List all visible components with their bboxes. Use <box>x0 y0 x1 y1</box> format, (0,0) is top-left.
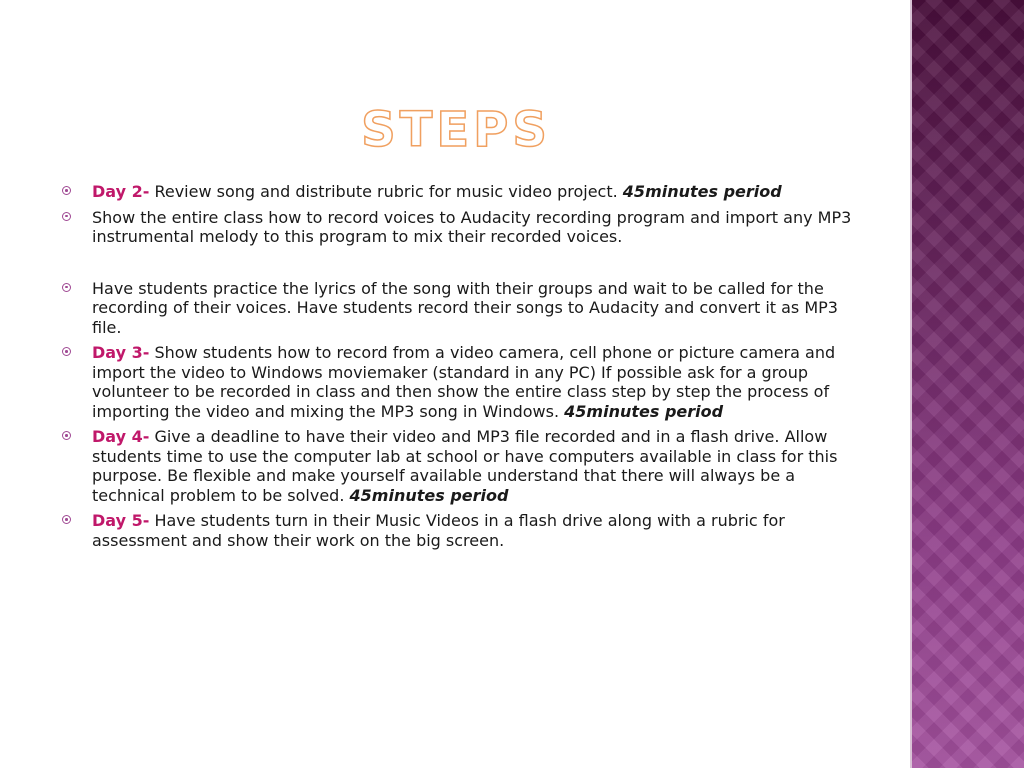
day-label: Day 3- <box>92 343 150 362</box>
item-text: Show students how to record from a video camera, cell phone or picture camera and import the video to Windows moviemaker (standard in any PC) If possible ask for a group volunteer to be recorded in class and then show the entire class step by step the process of importing the video and mixing the MP3 song in Windows. <box>92 343 836 421</box>
day-label: Day 5- <box>92 511 150 530</box>
list-item-day-2 <box>60 182 860 202</box>
list-item-practice-lyrics <box>60 279 860 338</box>
day-label: Day 2- <box>92 182 150 201</box>
period-label: 45minutes period <box>564 401 724 421</box>
circle-dot-bullet-icon <box>62 431 71 440</box>
circle-dot-bullet-icon <box>62 186 71 195</box>
circle-dot-bullet-icon <box>62 347 71 356</box>
period-label: 45minutes period <box>622 182 782 201</box>
decorative-side-panel <box>912 0 1024 768</box>
circle-dot-bullet-icon <box>62 212 71 221</box>
list-item-audacity-demo <box>60 208 860 247</box>
item-text: Review song and distribute rubric for music video project. <box>149 182 623 201</box>
list-item-day-4 <box>60 427 860 505</box>
circle-dot-bullet-icon <box>62 283 71 292</box>
list-item-day-5 <box>60 511 860 550</box>
day-label: Day 4- <box>92 427 150 446</box>
period-label: 45minutes period <box>349 485 509 505</box>
item-text: Give a deadline to have their video and MP3 file recorded and in a flash drive. Allow students time to use the computer lab at school or have computers available in class for this purpose. Be flexible and make yourself available understand that there will always be a technical problem to be solved. <box>92 427 838 505</box>
list-item-day-3 <box>60 343 860 421</box>
item-text: Have students turn in their Music Videos in a flash drive along with a rubric for assessment and show their work on the big screen. <box>92 511 785 550</box>
item-text: Show the entire class how to record voices to Audacity recording program and import any MP3 instrumental melody to this program to mix their recorded voices. <box>92 207 852 246</box>
circle-dot-bullet-icon <box>62 515 71 524</box>
item-text: Have students practice the lyrics of the song with their groups and wait to be called for the recording of their voices. Have students record their songs to Audacity and convert it as MP3 file. <box>92 278 838 337</box>
slide-title: STEPS <box>361 102 551 158</box>
bullet-list <box>60 182 860 556</box>
